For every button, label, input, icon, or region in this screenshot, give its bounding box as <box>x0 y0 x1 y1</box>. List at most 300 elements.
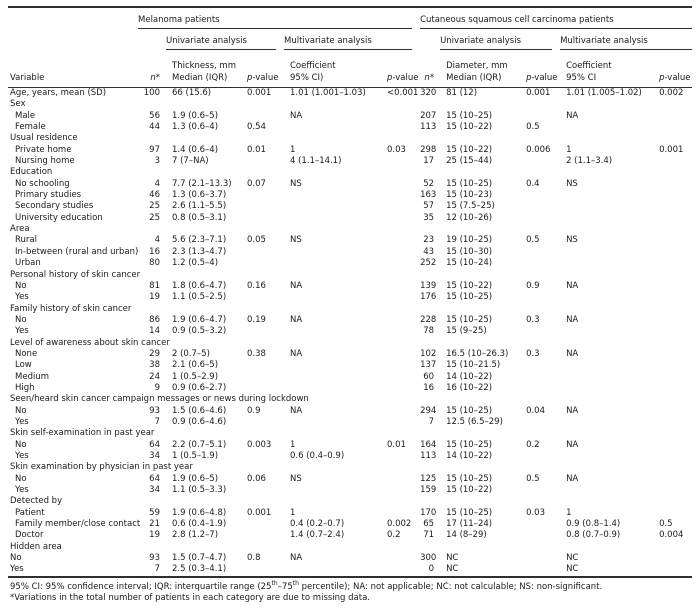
table-row <box>8 235 692 246</box>
melanoma-multivariate-header-cell <box>284 29 420 50</box>
cell <box>653 111 692 122</box>
cell: NA <box>566 314 579 325</box>
cell: 1 <box>290 144 296 155</box>
cell: 1 <box>566 507 572 518</box>
cell <box>653 564 692 576</box>
cell: 0.6 (0.4–1.9) <box>172 519 227 530</box>
cell: 29 <box>149 348 160 359</box>
table-row <box>8 315 692 326</box>
cell: NC <box>446 553 459 564</box>
p-symbol: p <box>659 72 665 83</box>
cell: 2 (1.1–3.4) <box>566 156 613 167</box>
cell: NA <box>566 473 579 484</box>
row-label: Yes <box>15 292 29 303</box>
cell <box>653 553 692 564</box>
table-row <box>8 508 692 519</box>
cell <box>653 360 692 371</box>
cell <box>241 451 284 462</box>
cell <box>653 326 692 337</box>
cell: 1.9 (0.6–5) <box>172 110 219 121</box>
cell: 2 (0.7–5) <box>172 348 210 359</box>
cell: 7 (7–NA) <box>172 156 209 167</box>
column-header-thickness <box>166 50 241 88</box>
cell <box>653 247 692 258</box>
cell: 2.8 (1.2–7) <box>172 530 219 541</box>
cell: 81 (12) <box>446 88 478 98</box>
section-label: Detected by <box>10 496 63 507</box>
cell: 0.8 (0.7–0.9) <box>566 530 621 541</box>
cell <box>560 201 653 212</box>
cell: 16.5 (10–26.3) <box>446 348 509 359</box>
cell <box>284 360 381 371</box>
cell <box>520 201 560 212</box>
table-row <box>8 383 692 394</box>
cell: 0.001 <box>247 507 272 518</box>
section-label: Family history of skin cancer <box>10 303 132 314</box>
cell <box>284 372 381 383</box>
table-row <box>8 406 692 417</box>
row-label: Urban <box>15 258 41 269</box>
cell: 97 <box>149 144 160 155</box>
cell: 228 <box>420 314 437 325</box>
cell <box>241 360 284 371</box>
cell: 64 <box>149 439 160 450</box>
cell <box>560 258 653 269</box>
row-label: Yes <box>15 485 29 496</box>
cell <box>381 235 420 246</box>
cell: 7.7 (2.1–13.3) <box>172 178 232 189</box>
row-label: Low <box>15 360 32 371</box>
cell <box>284 417 381 428</box>
column-header-diameter <box>440 50 520 88</box>
cell <box>520 190 560 201</box>
cell: 15 (10–24) <box>446 258 493 269</box>
cell <box>653 474 692 485</box>
cell <box>284 485 381 496</box>
row-label: No <box>15 280 27 291</box>
diameter-line2: Median (IQR) <box>446 72 502 83</box>
cell <box>284 326 381 337</box>
cell <box>381 315 420 326</box>
table-row <box>8 474 692 485</box>
cell <box>381 553 420 564</box>
cell <box>284 258 381 269</box>
cell <box>653 190 692 201</box>
cell: 163 <box>420 190 437 201</box>
footnotes <box>8 579 692 604</box>
cell: 0.2 <box>387 530 401 541</box>
cell: 0.8 <box>247 553 261 564</box>
cell <box>560 485 653 496</box>
cell: 34 <box>149 485 160 496</box>
section-label: Personal history of skin cancer <box>10 269 141 280</box>
cell <box>520 360 560 371</box>
subgroup-header-row <box>8 29 692 50</box>
cell: 46 <box>149 190 160 201</box>
melanoma-univariate-header-cell <box>166 29 284 50</box>
cell <box>520 530 560 541</box>
section-label: Seen/heard skin cancer campaign messages or news during lockdown <box>10 394 309 405</box>
cell: 176 <box>420 292 437 303</box>
cell: 64 <box>149 473 160 484</box>
table-row <box>8 201 692 212</box>
cell <box>520 383 560 394</box>
cell <box>520 326 560 337</box>
cell <box>560 372 653 383</box>
table-row <box>8 292 692 303</box>
cell: 0.4 (0.2–0.7) <box>290 519 345 530</box>
cell: 15 (10–25) <box>446 439 493 450</box>
cell: 19 <box>149 292 160 303</box>
cell <box>241 564 284 576</box>
group-header-scc-cell <box>420 7 692 29</box>
cell: 0.9 <box>526 280 540 291</box>
cell <box>653 156 692 167</box>
cell: 0.04 <box>526 405 545 416</box>
cell <box>241 213 284 224</box>
cell: 44 <box>149 122 160 133</box>
table-row <box>8 179 692 190</box>
cell: 1.5 (0.6–4.6) <box>172 405 227 416</box>
cell <box>653 349 692 360</box>
cell: 60 <box>423 371 435 382</box>
cell <box>381 417 420 428</box>
cell: 0.002 <box>659 88 684 98</box>
p-symbol: p <box>247 72 253 83</box>
cell <box>241 201 284 212</box>
cell: 14 (8–29) <box>446 530 487 541</box>
row-label: None <box>15 348 38 359</box>
cell: 19 (10–25) <box>446 235 493 246</box>
cell <box>560 451 653 462</box>
row-label: Rural <box>15 235 37 246</box>
table-row <box>8 213 692 224</box>
row-label: No <box>10 553 22 564</box>
cell <box>653 485 692 496</box>
cell: 0.5 <box>659 519 673 530</box>
coef-line2: 95% CI) <box>290 72 324 83</box>
cell: 207 <box>420 110 437 121</box>
cell: NA <box>566 280 579 291</box>
cell <box>284 213 381 224</box>
column-header-pvalue-scc-multi <box>653 50 692 88</box>
cell: 16 <box>423 382 435 393</box>
coef-line1: Coefficient <box>566 61 612 72</box>
cell: 15 (10–25) <box>446 405 493 416</box>
section-row <box>8 304 692 315</box>
section-row <box>8 462 692 473</box>
section-row <box>8 542 692 553</box>
footnote-abbreviations <box>10 579 692 593</box>
cell <box>241 417 284 428</box>
cell: 0.002 <box>387 519 412 530</box>
column-header-row <box>8 50 692 88</box>
cell: 57 <box>423 201 435 212</box>
cell: 9 <box>154 382 160 393</box>
cell <box>560 247 653 258</box>
cell: NA <box>566 348 579 359</box>
cell <box>653 281 692 292</box>
cell: NA <box>566 110 579 121</box>
cell: 0.03 <box>526 507 545 518</box>
cell <box>241 156 284 167</box>
cell: NC <box>440 564 520 576</box>
cell <box>381 451 420 462</box>
column-header-n-scc <box>420 50 440 88</box>
coef-line2: 95% CI <box>566 72 597 83</box>
cell: 52 <box>423 178 435 189</box>
cell <box>241 519 284 530</box>
group-header-scc: Cutaneous squamous cell carcinoma patients <box>420 14 614 25</box>
cell: 43 <box>423 246 435 257</box>
row-label: Medium <box>15 371 49 382</box>
n-symbol: n <box>150 72 156 83</box>
cell <box>520 451 560 462</box>
cell <box>381 406 420 417</box>
cell <box>241 326 284 337</box>
cell <box>560 417 653 428</box>
row-label: No <box>15 439 27 450</box>
cell: 0.03 <box>387 144 406 155</box>
cell <box>284 122 381 133</box>
cell <box>560 326 653 337</box>
cell <box>520 372 560 383</box>
cell: 66 (15.6) <box>172 88 212 98</box>
cell: 93 <box>149 553 160 564</box>
cell: NA <box>290 110 303 121</box>
table-row <box>8 440 692 451</box>
table-body <box>8 88 692 577</box>
table-row <box>8 530 692 541</box>
cell <box>381 258 420 269</box>
table-row <box>8 111 692 122</box>
n-asterisk: * <box>429 72 435 83</box>
cell: 164 <box>420 439 437 450</box>
cell: 1 (0.5–1.9) <box>172 451 219 461</box>
cell: 0.54 <box>247 122 266 133</box>
cell: 0.01 <box>247 144 266 155</box>
cell: 15 (10–30) <box>446 246 493 257</box>
table-row <box>8 485 692 496</box>
row-label: High <box>15 382 35 393</box>
footnote-text: 95% CI: 95% confidence interval; IQR: interquartile range (25 <box>10 581 272 592</box>
cell: 5.6 (2.3–7.1) <box>172 235 227 246</box>
table-row <box>8 247 692 258</box>
scc-univariate-header-cell <box>440 29 560 50</box>
table-row <box>8 122 692 133</box>
cell: 16 (10–22) <box>446 382 493 393</box>
p-symbol: p <box>387 72 393 83</box>
cell: 0.38 <box>247 348 266 359</box>
table-row <box>8 326 692 337</box>
table-row <box>8 145 692 156</box>
cell: 38 <box>149 360 160 371</box>
row-label: Nursing home <box>15 156 75 167</box>
row-label: Secondary studies <box>15 201 94 212</box>
cell: NS <box>566 178 578 189</box>
cell <box>560 190 653 201</box>
cell <box>653 372 692 383</box>
row-label: In-between (rural and urban) <box>15 246 139 257</box>
section-label: Sex <box>10 99 26 110</box>
cell <box>381 190 420 201</box>
cell: 16 <box>149 246 160 257</box>
row-label: No schooling <box>15 178 70 189</box>
cell <box>381 122 420 133</box>
cell: 1.4 (0.7–2.4) <box>290 530 345 541</box>
cell <box>653 201 692 212</box>
cell: 0.06 <box>247 473 266 484</box>
cell <box>241 530 284 541</box>
table-row <box>8 564 692 576</box>
cell: 15 (9–25) <box>446 326 487 337</box>
column-header-pvalue-mel-multi <box>381 50 420 88</box>
cell: 15 (10–22) <box>446 485 493 496</box>
column-header-pvalue-mel-uni <box>241 50 284 88</box>
subgroup-spacer <box>138 29 166 50</box>
section-label: Skin self-examination in past year <box>10 428 155 439</box>
cell: 4 <box>154 178 160 189</box>
cell: 0.3 <box>526 314 540 325</box>
cell: 0.4 <box>526 178 540 189</box>
cell: 15 (10–22) <box>446 122 493 133</box>
cell: 14 <box>149 326 160 337</box>
table-row <box>8 553 692 564</box>
cell <box>653 383 692 394</box>
row-label: Primary studies <box>15 190 82 201</box>
cell <box>653 508 692 519</box>
cell: 100 <box>143 88 160 98</box>
section-label: Education <box>10 167 53 178</box>
cell: 0.5 <box>526 235 540 246</box>
cell: <0.001 <box>387 88 419 98</box>
row-label: Doctor <box>15 530 44 541</box>
section-row <box>8 224 692 235</box>
cell: 3 <box>154 156 160 167</box>
cell <box>381 564 420 576</box>
cell: NS <box>290 178 302 189</box>
cell <box>241 111 284 122</box>
cell: 2.6 (1.1–5.5) <box>172 201 227 212</box>
cell <box>381 179 420 190</box>
cell: 17 <box>423 156 435 167</box>
cell: NS <box>290 235 302 246</box>
cell: NA <box>566 439 579 450</box>
cell <box>381 326 420 337</box>
cell <box>520 519 560 530</box>
cell: 170 <box>420 507 437 518</box>
subgroup-spacer <box>420 29 440 50</box>
footnote-text: –75 <box>277 581 293 592</box>
cell: 137 <box>420 360 437 371</box>
cell: 15 (10–21.5) <box>446 360 501 371</box>
section-row <box>8 394 692 405</box>
cell: NS <box>566 235 578 246</box>
cell: 0.8 (0.5–3.1) <box>172 212 227 223</box>
row-label: Age, years, mean (SD) <box>10 88 107 98</box>
table-row <box>8 417 692 428</box>
cell: 1.1 (0.5–3.3) <box>172 485 227 496</box>
cell: 21 <box>149 519 160 530</box>
cell <box>653 258 692 269</box>
cell: 24 <box>149 371 160 382</box>
footnote-variations: *Variations in the total number of patients in each category are due to missing data. <box>10 592 370 603</box>
patients-analysis-table <box>8 6 692 578</box>
cell <box>381 485 420 496</box>
group-header-melanoma: Melanoma patients <box>138 14 220 25</box>
cell <box>653 179 692 190</box>
thickness-line2: Median (IQR) <box>172 72 228 83</box>
cell: 0.9 <box>247 405 261 416</box>
cell: 15 (10–22) <box>446 144 493 155</box>
cell: 1.9 (0.6–5) <box>172 473 219 484</box>
cell <box>653 122 692 133</box>
section-label: Usual residence <box>10 133 78 144</box>
cell: 7 <box>154 416 160 427</box>
thickness-line1: Thickness, mm <box>172 61 236 72</box>
cell: 2.3 (1.3–4.7) <box>172 246 227 257</box>
p-rest: -value <box>392 72 419 83</box>
diameter-line1: Diameter, mm <box>446 61 508 72</box>
cell: 59 <box>149 507 160 518</box>
cell: 1 <box>290 439 296 450</box>
cell: 0 <box>420 564 440 576</box>
cell: 102 <box>420 348 437 359</box>
cell: 0.6 (0.4–0.9) <box>290 451 345 461</box>
cell: 80 <box>149 258 160 269</box>
section-row <box>8 99 692 110</box>
cell <box>381 292 420 303</box>
cell: 113 <box>420 122 437 133</box>
table-row <box>8 451 692 462</box>
cell: NA <box>566 405 579 416</box>
cell: 12.5 (6.5–29) <box>446 416 503 427</box>
cell <box>520 213 560 224</box>
cell: 1.3 (0.6–4) <box>172 122 219 133</box>
cell: 1.5 (0.7–4.7) <box>172 553 227 564</box>
cell: 0.01 <box>387 439 406 450</box>
section-label: Skin examination by physician in past year <box>10 462 193 473</box>
cell <box>381 156 420 167</box>
cell: 0.003 <box>247 439 272 450</box>
row-label: Yes <box>8 564 138 576</box>
melanoma-multivariate-header: Multivariate analysis <box>284 35 372 46</box>
row-label: Yes <box>15 416 29 427</box>
cell: 125 <box>420 473 437 484</box>
cell: 15 (10–25) <box>446 110 493 121</box>
cell <box>653 417 692 428</box>
cell: 294 <box>420 405 437 416</box>
cell <box>241 383 284 394</box>
cell: 0.2 <box>526 439 540 450</box>
cell <box>653 315 692 326</box>
cell <box>520 292 560 303</box>
cell: 0.5 <box>526 473 540 484</box>
cell: 7 <box>138 564 166 576</box>
row-label: No <box>15 405 27 416</box>
cell: 0.001 <box>659 144 684 155</box>
row-label: Yes <box>15 451 29 461</box>
cell: 78 <box>423 326 435 337</box>
cell: NS <box>290 473 302 484</box>
cell: 14 (10–22) <box>446 371 493 382</box>
cell <box>241 247 284 258</box>
cell <box>381 474 420 485</box>
cell: 1.01 (1.001–1.03) <box>290 88 366 98</box>
cell: 86 <box>149 314 160 325</box>
section-label: Area <box>10 224 30 235</box>
cell <box>560 292 653 303</box>
